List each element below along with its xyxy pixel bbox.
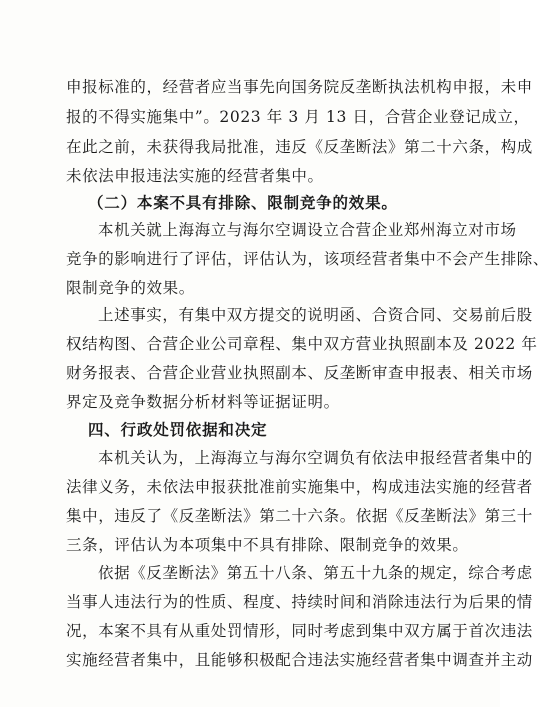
document-page: 申报标准的，经营者应当事先向国务院反垄断执法机构申报，未申 报的不得实施集中”。2023 年 3 月 13 日，合营企业登记成立， 在此之前，未获得我局批准，违反《反垄断法》第二十六条，构成 未依法申报违法实施的经营者集中。 （二）本案不具有排除、限制竞争的效果。 本机关就上海海立与海尔空调设立合营企业郑州海立对市场 竞争的影响进行了评估，评估认为，该项经营者集中不会产生排除、 限制竞争的效果。 上述事实，有集中双方提交的说明函、合资合同、交易前后股 权结构图、合营企业公司章程、集中双方营业执照副本及 2022 年 财务报表、合营企业营业执照副本、反垄断审查申报表、相关市场 界定及竞争数据分析材料等证据证明。 四、行政处罚依据和决定 本机关认为，上海海立与海尔空调负有依法申报经营者集中的 法律义务，未依法申报获批准前实施集中，构成违法实施的经营者 集中，违反了《反垄断法》第二十六条。依据《反垄断法》第三十 三条，评估认为本项集中不具有排除、限制竞争的效果。 依据《反垄断法》第五十八条、第五十九条的规定，综合考虑 当事人违法行为的性质、程度、持续时间和消除违法行为后果的情 况，本案不具有从重处罚情形，同时考虑到集中双方属于首次违法 实施经营者集中，且能够积极配合违法实施经营者集中调查并主动 [0, 0, 500, 707]
